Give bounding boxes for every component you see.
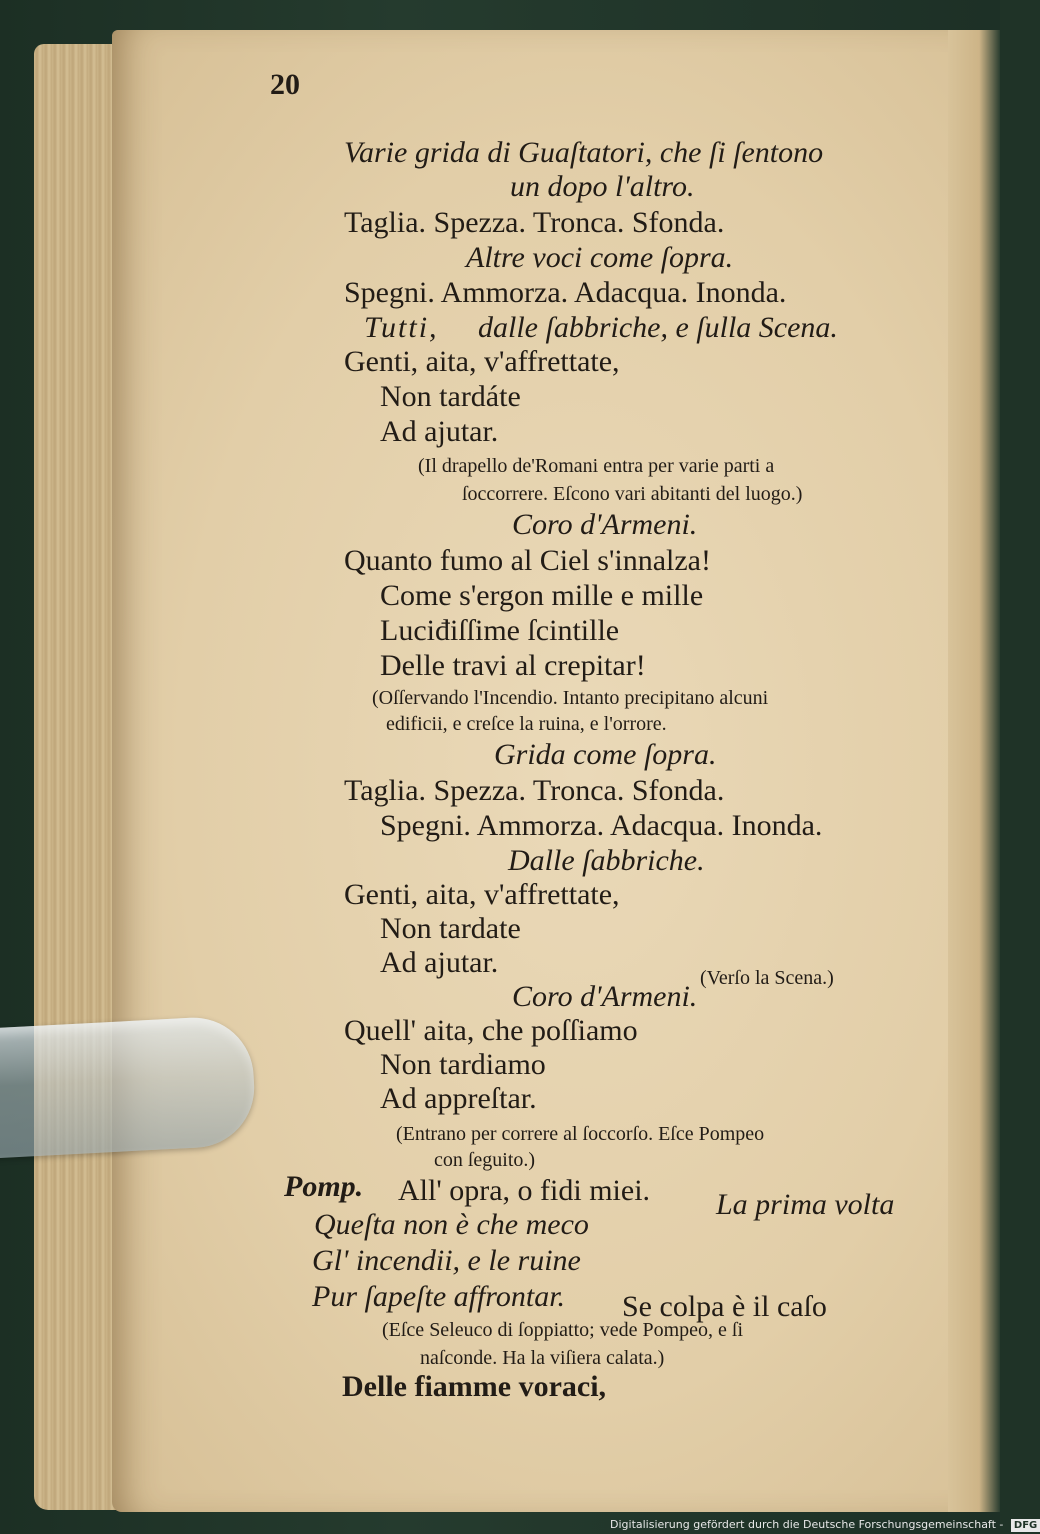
speaker-heading: Altre voci come ſopra. [466,241,734,274]
verse-line: Delle travi al crepitar! [380,649,646,682]
verse-line: Se colpa è il caſo [622,1290,827,1323]
speaker-heading: dalle ſabbriche, e ſulla Scena. [478,311,838,344]
credit-text: Digitalisierung gefördert durch die Deutsche Forschungsgemeinschaft - [610,1518,1004,1531]
stage-direction: edificii, e creſce la ruina, e l'orrore. [386,713,667,735]
verse-line: Luciđiſſime ſcintille [380,614,620,647]
verse-line: Genti, aita, v'affrettate, [344,878,620,911]
verse-line: La prima volta [716,1188,895,1221]
verse-line: Quell' aita, che poſſiamo [344,1014,638,1047]
verse-line: All' opra, o fidi miei. [398,1174,651,1207]
verse-line: Non tardate [380,912,521,945]
verse-line: Delle fiamme voraci, [342,1370,607,1403]
verse-line: Queſta non è che meco [314,1208,589,1241]
verse-line: Non tardáte [380,380,521,413]
verse-line: Quanto fumo al Ciel s'innalza! [344,544,711,577]
stage-direction: un dopo l'altro. [510,170,695,203]
verse-line: Ad ajutar. [380,946,499,979]
speaker-label: Pomp. [284,1170,364,1203]
next-page-edge [948,30,1000,1512]
speaker-heading: Coro d'Armeni. [512,508,698,541]
stage-direction: (Verſo la Scena.) [700,967,834,989]
speaker-heading: Coro d'Armeni. [512,980,698,1013]
verse-line: Ad appreſtar. [380,1082,537,1115]
stage-direction: con ſeguito.) [434,1149,536,1171]
stage-direction: naſconde. Ha la viſiera calata.) [420,1347,665,1369]
stage-direction: (Entrano per correre al ſoccorſo. Eſce Pompeo [396,1123,765,1145]
verse-line: Pur ſapeſte affrontar. [312,1280,566,1313]
verse-line: Ad ajutar. [380,415,499,448]
stage-direction: Varie grida di Guaſtatori, che ſi ſentono [344,136,824,169]
speaker-heading: Dalle ſabbriche. [508,844,705,877]
verse-line: Spegni. Ammorza. Adacqua. Inonda. [380,809,823,842]
verse-line: Gl' incendii, e le ruine [312,1244,581,1277]
dfg-logo: DFG [1011,1519,1040,1532]
verse-line: Come s'ergon mille e mille [380,579,704,612]
verse-line: Taglia. Spezza. Tronca. Sfonda. [344,206,725,239]
verse-line: Taglia. Spezza. Tronca. Sfonda. [344,774,725,807]
stage-direction: (Oſſervando l'Incendio. Intanto precipitano alcuni [372,687,769,709]
speaker-heading: Tutti, [364,311,439,344]
page-number: 20 [270,68,300,101]
speaker-heading: Grida come ſopra. [494,738,717,771]
verse-line: Spegni. Ammorza. Adacqua. Inonda. [344,276,787,309]
digitization-credit [610,1516,1040,1534]
stage-direction: (Il drapello de'Romani entra per varie parti a [418,455,775,477]
stage-direction: (Eſce Seleuco di ſoppiatto; vede Pompeo, e ſi [382,1319,744,1341]
page-holder-clip [0,1015,257,1160]
stage-direction: ſoccorrere. Eſcono vari abitanti del luogo.) [462,483,803,505]
verse-line: Non tardiamo [380,1048,546,1081]
verse-line: Genti, aita, v'affrettate, [344,345,620,378]
